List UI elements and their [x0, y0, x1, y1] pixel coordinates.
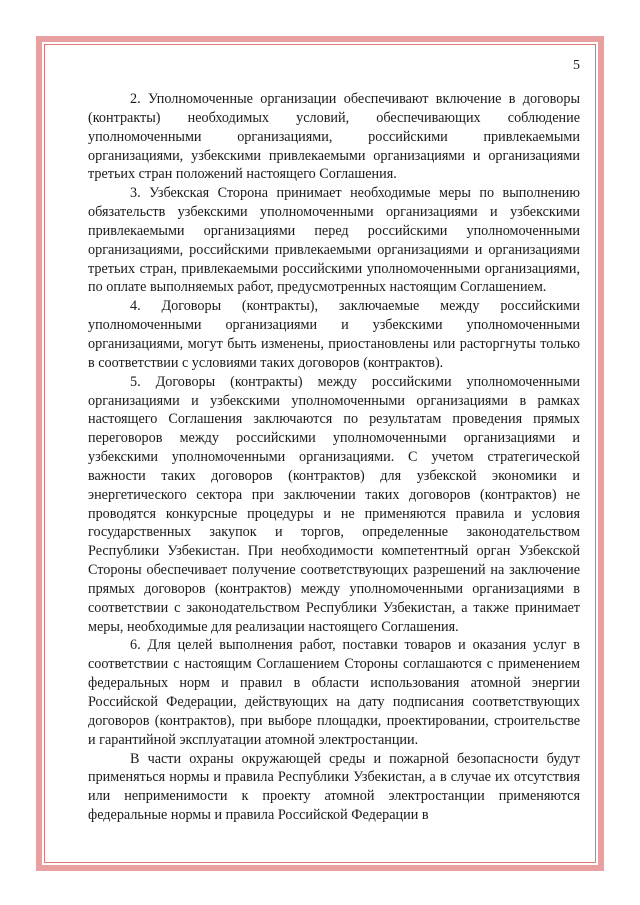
paragraph-clause-6: 6. Для целей выполнения работ, поставки товаров и оказания услуг в соответствии с настоящим Соглашением Стороны соглашаются с применением федеральных норм и правил в области использования атомной энергии Российской Федерации, действующих на дату подписания соответствующих договоров (контрактов), при выборе площадки, проектировании, строительстве и гарантийной эксплуатации атомной электростанции.: [88, 637, 580, 748]
paragraph-clause-3: 3. Узбекская Сторона принимает необходимые меры по выполнению обязательств узбекскими уполномоченными организациями и узбекскими привлекаемыми организациями перед российскими уполномоченными организациями, российскими привлекаемыми организациями и организациями третьих стран, привлекаемыми российскими уполномоченными организациями, по оплате выполняемых работ, предусмотренных настоящим Соглашением.: [88, 185, 580, 296]
paragraph-clause-2: 2. Уполномоченные организации обеспечивают включение в договоры (контракты) необходимых условий, обеспечивающих соблюдение уполномоченными организациями, российскими привлекаемыми организациями, узбекскими привлекаемыми организациями и организациями третьих стран положений настоящего Соглашения.: [88, 91, 580, 183]
document-body: [88, 90, 580, 825]
paragraph-clause-5: 5. Договоры (контракты) между российскими уполномоченными организациями и узбекскими уполномоченными организациями в рамках настоящего Соглашения заключаются по результатам проведения прямых переговоров между российскими уполномоченными организациями и узбекскими уполномоченными организациями. С учетом стратегической важности таких договоров (контрактов) для узбекской экономики и энергетического сектора при заключении таких договоров (контрактов) не проводятся конкурсные процедуры и не применяются правила и условия государственных закупок и торгов, определенные законодательством Республики Узбекистан. При необходимости компетентный орган Узбекской Стороны обеспечивает получение соответствующих разрешений на заключение прямых договоров (контрактов) между уполномоченными организациями в соответствии с законодательством Республики Узбекистан, а также принимает меры, необходимые для реализации настоящего Соглашения.: [88, 373, 580, 635]
paragraph-clause-4: 4. Договоры (контракты), заключаемые между российскими уполномоченными организациями и узбекскими уполномоченными организациями, могут быть изменены, приостановлены или расторгнуты только в соответствии с условиями таких договоров (контрактов).: [88, 298, 580, 371]
page-number: 5: [573, 58, 580, 73]
paragraph-environment: В части охраны окружающей среды и пожарной безопасности будут применяться нормы и правила Республики Узбекистан, а в случае их отсутствия или неприменимости к проекту атомной электростанции применяются федеральные нормы и правила Российской Федерации в: [88, 750, 580, 824]
